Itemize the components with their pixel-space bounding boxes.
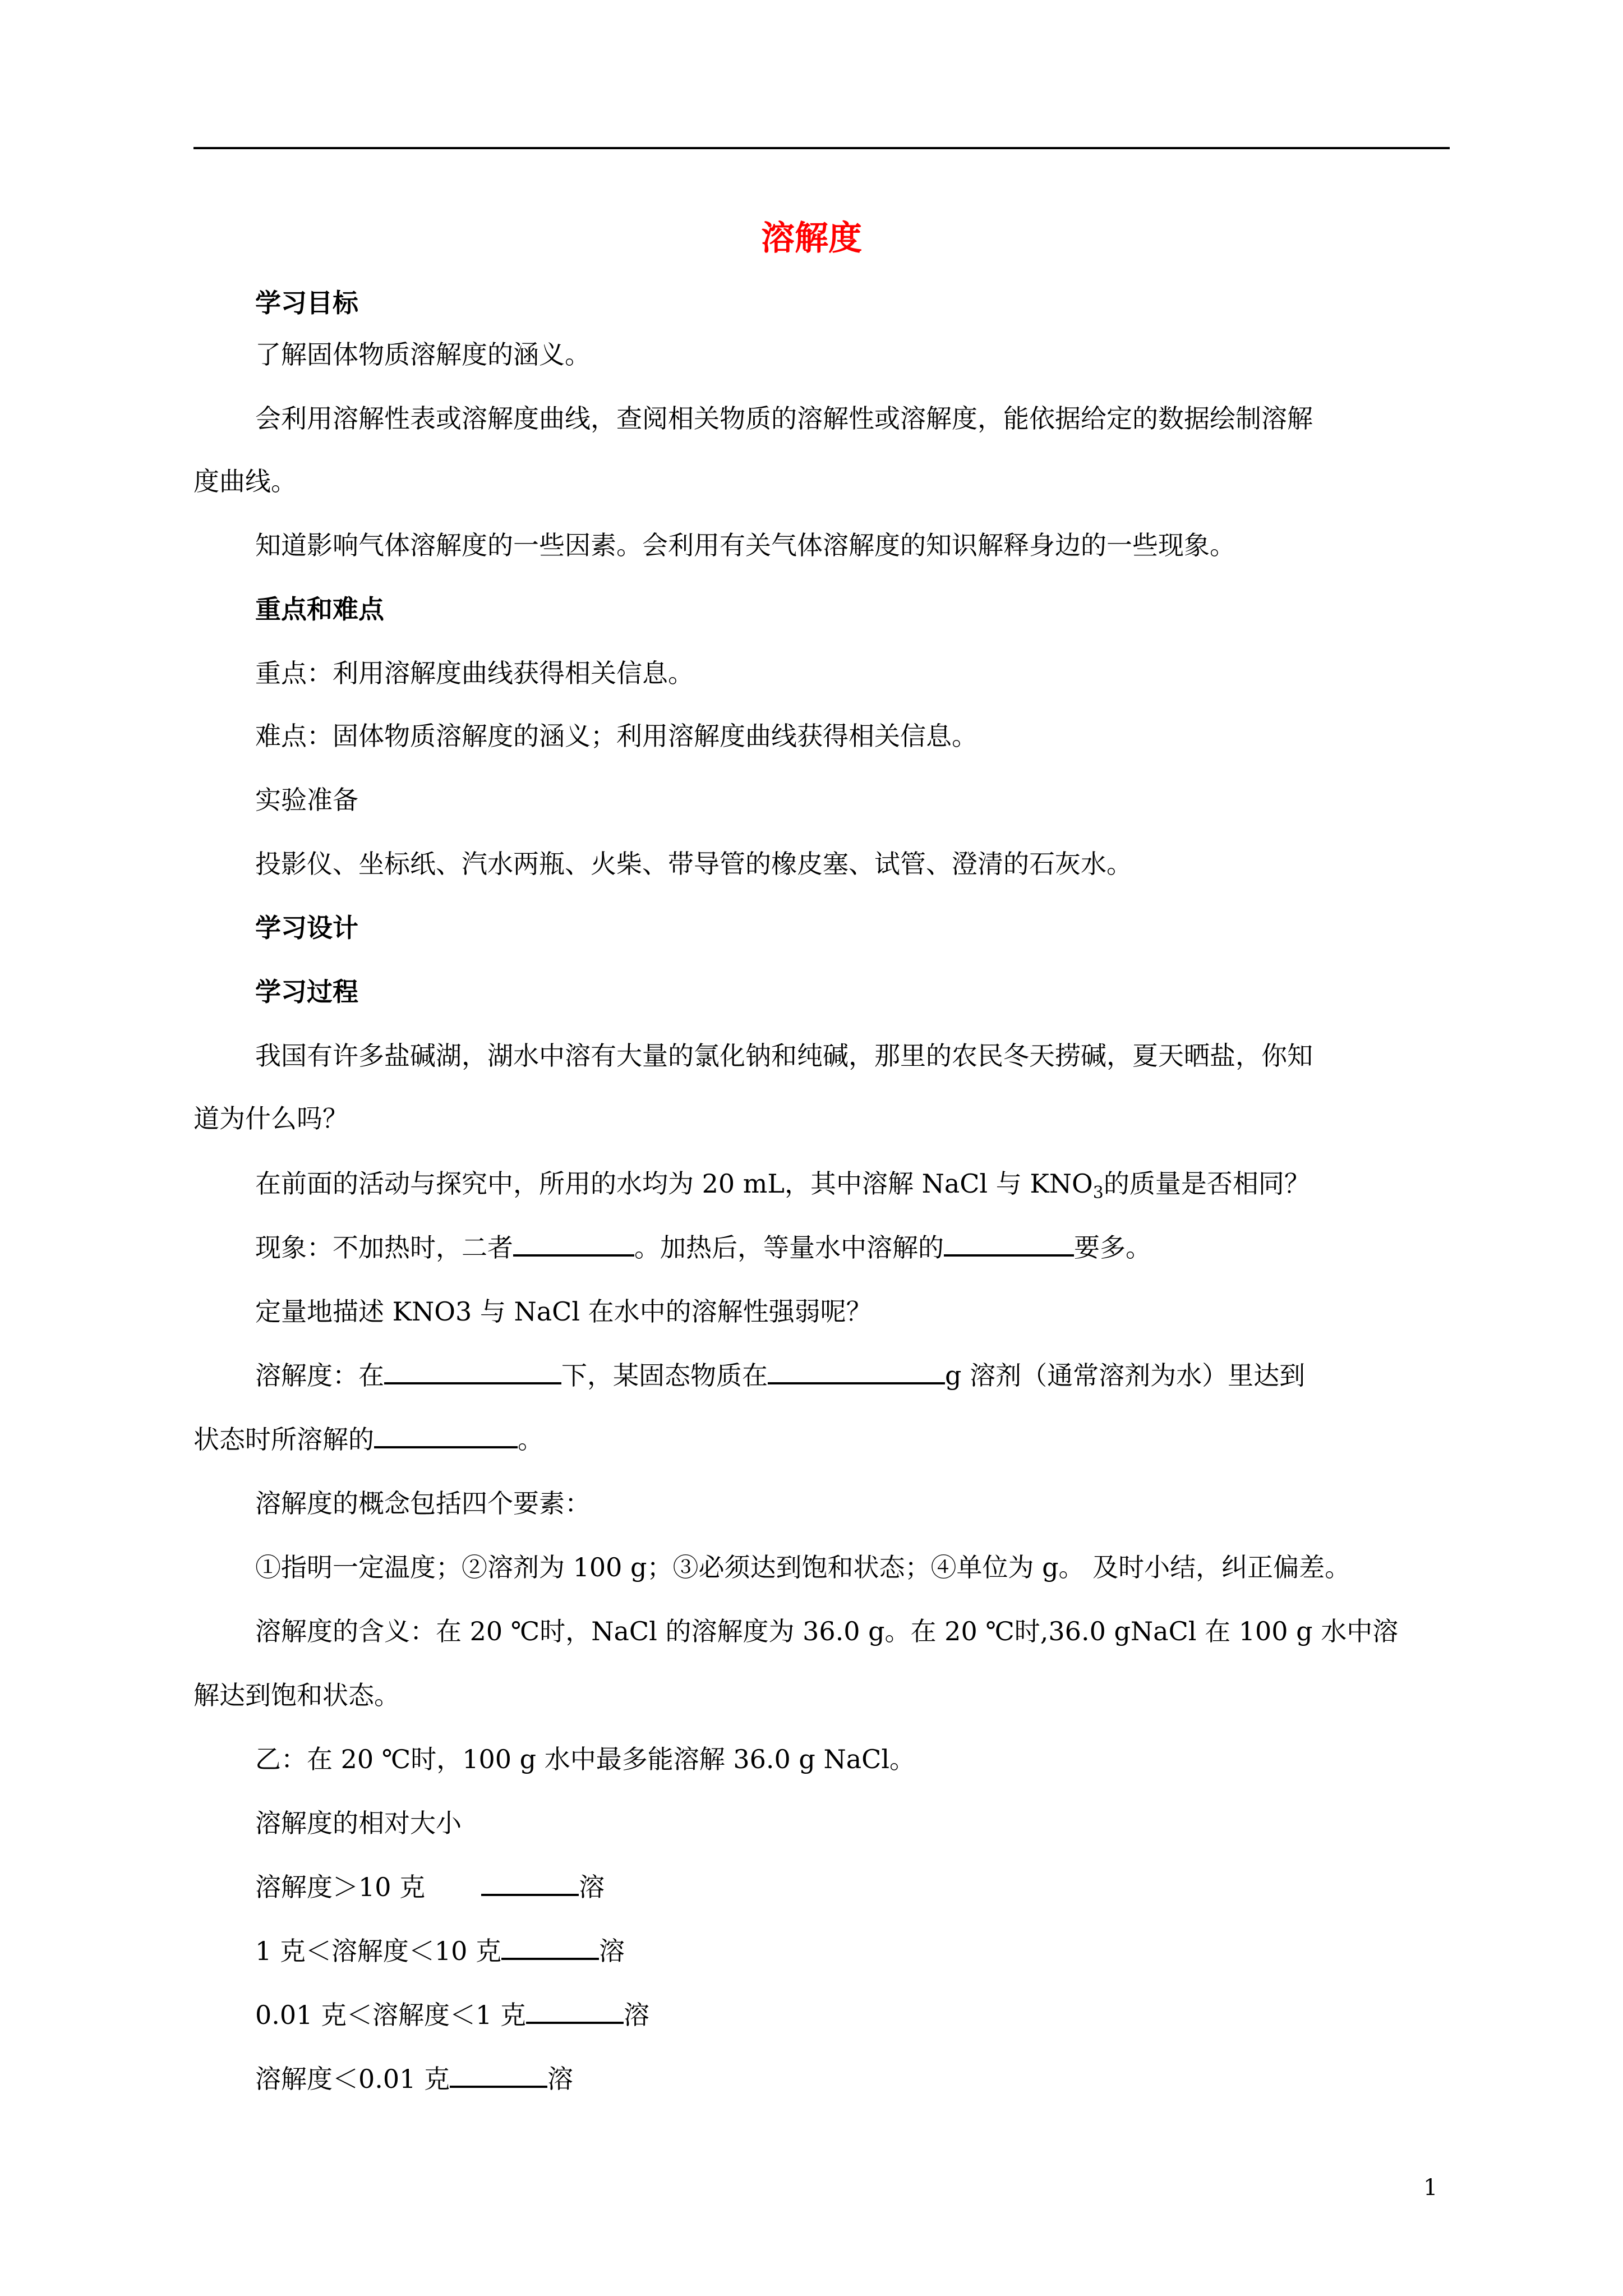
meaning-line-2: 解达到饱和状态。 — [193, 1680, 400, 1710]
relative-heading: 溶解度的相对大小 — [255, 1808, 462, 1838]
goal-2-line-1: 会利用溶解性表或溶解度曲线，查阅相关物质的溶解性或溶解度，能依据给定的数据绘制溶解 — [255, 403, 1313, 434]
answer-blank[interactable] — [944, 1232, 1074, 1257]
answer-blank[interactable] — [768, 1360, 945, 1384]
range-suffix: 溶 — [579, 1872, 605, 1902]
answer-blank[interactable] — [513, 1232, 634, 1257]
meaning-line-1: 溶解度的含义：在 20 ℃时，NaCl 的溶解度为 36.0 g。在 20 ℃时,36.0 gNaCl 在 100 g 水中溶 — [255, 1616, 1399, 1646]
goals-heading: 学习目标 — [255, 288, 358, 318]
process-heading: 学习过程 — [255, 977, 358, 1007]
question-subscript: 3 — [1092, 1183, 1104, 1203]
definition-line-2 — [193, 1421, 543, 1457]
elements-intro: 溶解度的概念包括四个要素： — [255, 1488, 591, 1519]
page-title: 溶解度 — [761, 219, 862, 258]
yi-statement: 乙：在 20 ℃时，100 g 水中最多能溶解 36.0 g NaCl。 — [255, 1744, 916, 1774]
phenomenon-text-2: 。加热后，等量水中溶解的 — [634, 1232, 944, 1263]
key-heading: 重点和难点 — [255, 594, 384, 624]
header-rule — [193, 147, 1450, 149]
elements-list: ①指明一定温度；②溶剂为 100 g；③必须达到饱和状态；④单位为 g。 及时小结，纠正偏差。 — [255, 1552, 1351, 1582]
answer-blank[interactable] — [481, 1871, 579, 1896]
definition-line-1 — [255, 1358, 1305, 1393]
quantitative-question: 定量地描述 KNO3 与 NaCl 在水中的溶解性强弱呢？ — [255, 1296, 872, 1327]
page-number: 1 — [1423, 2175, 1438, 2201]
range-row-2 — [255, 1933, 625, 1969]
answer-blank[interactable] — [450, 2063, 547, 2088]
intro-line-1: 我国有许多盐碱湖，湖水中溶有大量的氯化钠和纯碱，那里的农民冬天捞碱，夏天晒盐，你知 — [255, 1041, 1313, 1071]
range-label: 溶解度＜0.01 克 — [255, 2064, 450, 2094]
definition-text-4: 状态时所溶解的 — [193, 1424, 374, 1455]
range-label: 1 克＜溶解度＜10 克 — [255, 1936, 502, 1966]
range-suffix: 溶 — [623, 2000, 649, 2030]
prep-heading: 实验准备 — [255, 785, 358, 815]
range-label: 溶解度＞10 克 — [255, 1872, 426, 1902]
answer-blank[interactable] — [384, 1360, 561, 1384]
answer-blank[interactable] — [501, 1935, 599, 1960]
range-row-3 — [255, 1997, 649, 2033]
phenomenon-line — [255, 1230, 1151, 1266]
prep-items: 投影仪、坐标纸、汽水两瓶、火柴、带导管的橡皮塞、试管、澄清的石灰水。 — [255, 849, 1132, 879]
range-suffix: 溶 — [599, 1936, 625, 1966]
goal-2-line-2: 度曲线。 — [193, 466, 297, 496]
range-row-4 — [255, 2061, 573, 2097]
question-text-end: 的质量是否相同？ — [1103, 1168, 1310, 1199]
question-text: 在前面的活动与探究中，所用的水均为 20 mL，其中溶解 NaCl 与 KNO — [255, 1168, 1093, 1199]
definition-text-2: 下，某固态物质在 — [561, 1360, 768, 1391]
range-label: 0.01 克＜溶解度＜1 克 — [255, 2000, 526, 2030]
answer-blank[interactable] — [374, 1424, 518, 1448]
definition-text-3: g 溶剂（通常溶剂为水）里达到 — [945, 1360, 1306, 1391]
design-heading: 学习设计 — [255, 913, 358, 943]
definition-text-1: 溶解度：在 — [255, 1360, 384, 1391]
phenomenon-text-3: 要多。 — [1074, 1232, 1151, 1263]
difficulty: 难点：固体物质溶解度的涵义；利用溶解度曲线获得相关信息。 — [255, 721, 978, 751]
goal-1: 了解固体物质溶解度的涵义。 — [255, 339, 591, 370]
question-line — [255, 1166, 1310, 1202]
definition-text-5: 。 — [518, 1424, 543, 1455]
goal-3: 知道影响气体溶解度的一些因素。会利用有关气体溶解度的知识解释身边的一些现象。 — [255, 530, 1235, 560]
phenomenon-text-1: 现象：不加热时，二者 — [255, 1232, 513, 1263]
range-row-1 — [255, 1869, 605, 1905]
key-point: 重点：利用溶解度曲线获得相关信息。 — [255, 658, 694, 688]
intro-line-2: 道为什么吗？ — [193, 1103, 348, 1134]
range-suffix: 溶 — [547, 2064, 574, 2094]
answer-blank[interactable] — [526, 1999, 624, 2024]
